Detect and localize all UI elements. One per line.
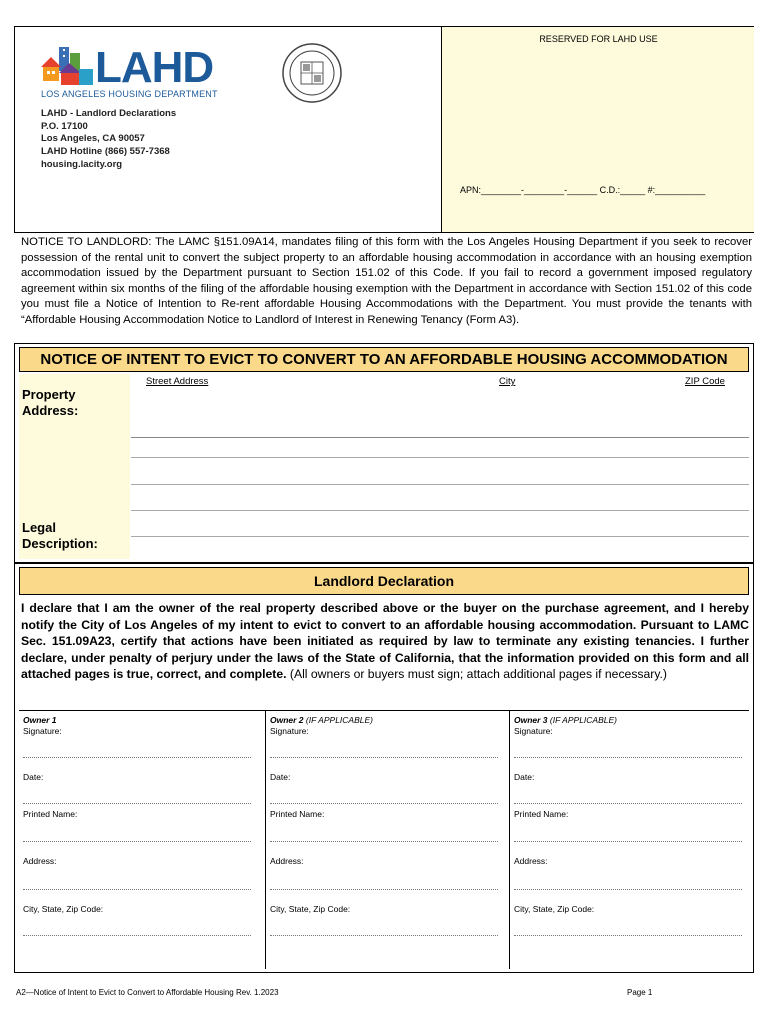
legal-label-line: Description: xyxy=(22,536,98,551)
signature-line[interactable] xyxy=(23,757,251,758)
signature-label: Signature: xyxy=(23,726,62,736)
header-box xyxy=(14,26,754,233)
intent-title: NOTICE OF INTENT TO EVICT TO CONVERT TO AN AFFORDABLE HOUSING ACCOMMODATION xyxy=(19,347,749,372)
owner-1-column xyxy=(19,713,263,968)
declaration-title: Landlord Declaration xyxy=(19,567,749,595)
notice-to-landlord: NOTICE TO LANDLORD: The LAMC §151.09A14, mandates filing of this form with the Los Angeles Housing Department if you seek to recover possession of the rental unit to convert the subject property to an affordable housing accommodation in accordance with an housing exemption accommodation issued by the Department pursuant to Section 151.02 of this Code. If you fail to record a government imposed regulatory agreement within six months of the filing of the affordable housing exemption with the Department in accordance with Section 151.02 of this code you must file a Notice of Intention to Re-rent affordable Housing Accommodations with the Department. You must provide the tenants with “Affordable Housing Accommodation Notice to Landlord of Interest in Renewing Tenancy (Form A3). xyxy=(21,236,752,326)
date-line[interactable] xyxy=(23,803,251,804)
legal-line xyxy=(131,484,749,485)
owners-divider xyxy=(19,710,749,711)
city-state-zip-line[interactable] xyxy=(23,935,251,936)
city-state-zip-label: City, State, Zip Code: xyxy=(23,904,104,914)
mailing-address xyxy=(41,108,176,172)
owner-title: Owner 2 xyxy=(270,715,304,725)
address-line-input[interactable] xyxy=(514,889,742,890)
reserved-for-lahd-panel xyxy=(441,27,754,232)
address-line: housing.lacity.org xyxy=(41,158,123,170)
logo-text: LAHD xyxy=(95,43,214,92)
owner-note: (IF APPLICABLE) xyxy=(547,715,617,725)
legal-label-line: Legal xyxy=(22,520,56,535)
address-line: LAHD Hotline (866) 557-7368 xyxy=(41,146,170,158)
owner-heading xyxy=(514,715,617,725)
printed-name-label: Printed Name: xyxy=(23,809,78,819)
property-address-label xyxy=(22,387,78,419)
city-state-zip-label: City, State, Zip Code: xyxy=(270,904,351,914)
address-line: P.O. 17100 xyxy=(41,120,88,132)
address-label: Address: xyxy=(514,856,548,866)
date-label: Date: xyxy=(270,772,291,782)
date-label: Date: xyxy=(23,772,44,782)
divider xyxy=(131,437,749,438)
logo-subtitle: LOS ANGELES HOUSING DEPARTMENT xyxy=(41,89,218,99)
date-line[interactable] xyxy=(514,803,742,804)
street-address-header: Street Address xyxy=(146,376,209,387)
city-state-zip-label: City, State, Zip Code: xyxy=(514,904,595,914)
page-number: Page 1 xyxy=(627,988,653,997)
date-label: Date: xyxy=(514,772,535,782)
owner-2-column xyxy=(266,713,510,968)
signature-label: Signature: xyxy=(270,726,309,736)
city-seal-icon xyxy=(281,42,343,104)
owner-title: Owner 1 xyxy=(23,715,57,725)
legal-line xyxy=(131,536,749,537)
label-column xyxy=(19,374,130,559)
printed-name-line[interactable] xyxy=(514,841,742,842)
city-header: City xyxy=(499,376,516,387)
address-label: Address: xyxy=(23,856,57,866)
property-address-input[interactable] xyxy=(131,388,748,436)
owner-note: (IF APPLICABLE) xyxy=(303,715,373,725)
declaration-bold-text: I declare that I am the owner of the real property described above or the buyer on the purchase agreement, and I hereby notify the City of Los Angeles of my intent to evict to convert to an affordable housing accommodation. Pursuant to LAMC Sec. 151.09A23, certify that actions have been initiated as required by law to terminate any existing tenancies. I further declare, under penalty of perjury under the laws of the State of California, that the information provided on this form and all attached pages is true, correct, and complete. xyxy=(21,601,749,682)
form-footer: A2—Notice of Intent to Evict to Convert to Affordable Housing Rev. 1.2023 xyxy=(16,988,279,997)
address-line-input[interactable] xyxy=(270,889,498,890)
date-line[interactable] xyxy=(270,803,498,804)
city-state-zip-line[interactable] xyxy=(514,935,742,936)
legal-line xyxy=(131,510,749,511)
owner-3-column xyxy=(510,713,754,968)
zip-code-header: ZIP Code xyxy=(685,376,725,387)
declaration-text xyxy=(21,600,749,683)
property-label-line: Property xyxy=(22,387,76,402)
address-line: Los Angeles, CA 90057 xyxy=(41,133,145,145)
lahd-logo-icon xyxy=(39,45,97,89)
owner-heading xyxy=(270,715,373,725)
apn-field: APN:________-________-______ C.D.:_____ #:__________ xyxy=(460,185,706,195)
printed-name-label: Printed Name: xyxy=(270,809,325,819)
intent-section xyxy=(14,343,754,563)
printed-name-line[interactable] xyxy=(270,841,498,842)
address-label: Address: xyxy=(270,856,304,866)
legal-line xyxy=(131,457,749,458)
owner-title: Owner 3 xyxy=(514,715,548,725)
declaration-note: (All owners or buyers must sign; attach additional pages if necessary.) xyxy=(286,667,667,682)
address-line-input[interactable] xyxy=(23,889,251,890)
signature-label: Signature: xyxy=(514,726,553,736)
city-state-zip-line[interactable] xyxy=(270,935,498,936)
reserved-label: RESERVED FOR LAHD USE xyxy=(539,34,658,44)
declaration-section xyxy=(14,563,754,973)
signature-line[interactable] xyxy=(514,757,742,758)
owner-heading xyxy=(23,715,57,725)
signature-line[interactable] xyxy=(270,757,498,758)
address-line: LAHD - Landlord Declarations xyxy=(41,108,177,119)
printed-name-line[interactable] xyxy=(23,841,251,842)
legal-description-label xyxy=(22,520,98,552)
property-label-line: Address: xyxy=(22,403,79,418)
printed-name-label: Printed Name: xyxy=(514,809,569,819)
